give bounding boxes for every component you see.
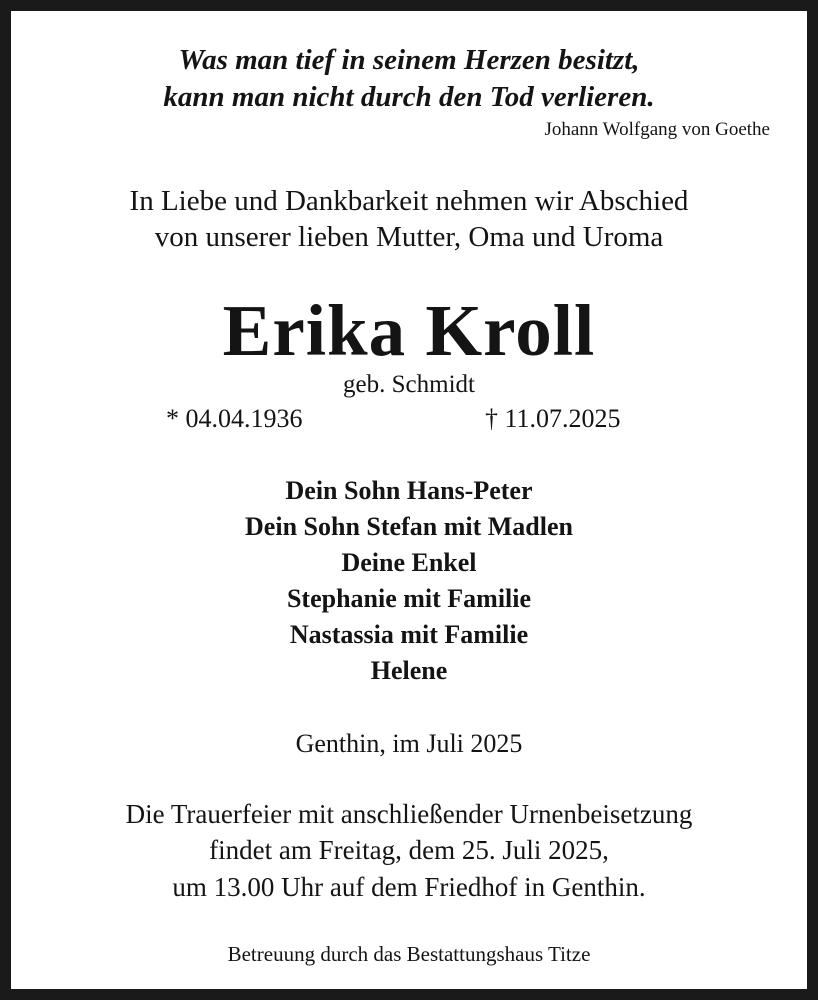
intro-line-2: von unserer lieben Mutter, Oma und Uroma	[154, 221, 664, 253]
deceased-name: Erika Kroll	[222, 290, 596, 371]
mourner-line: Stephanie mit Familie	[286, 584, 532, 613]
quote-line-2: kann man nicht durch den Tod verlieren.	[163, 81, 655, 113]
service-line-3: um 13.00 Uhr auf dem Friedhof in Genthin.	[172, 872, 646, 902]
mourner-line: Helene	[370, 656, 448, 685]
mourner-line: Deine Enkel	[341, 548, 477, 577]
place-and-date: Genthin, im Juli 2025	[295, 729, 523, 758]
mourner-line: Nastassia mit Familie	[289, 620, 529, 649]
quote-author: Johann Wolfgang von Goethe	[544, 119, 770, 140]
intro-line-1: In Liebe und Dankbarkeit nehmen wir Abschied	[129, 185, 689, 217]
service-line-1: Die Trauerfeier mit anschließender Urnenbeisetzung	[125, 799, 693, 829]
birth-date: * 04.04.1936	[166, 404, 303, 433]
death-date: † 11.07.2025	[485, 404, 621, 433]
quote-line-1: Was man tief in seinem Herzen besitzt,	[178, 44, 640, 76]
service-line-2: findet am Freitag, dem 25. Juli 2025,	[209, 835, 609, 865]
mourner-line: Dein Sohn Stefan mit Madlen	[245, 512, 573, 541]
mourner-line: Dein Sohn Hans-Peter	[285, 476, 533, 505]
funeral-home-credit: Betreuung durch das Bestattungshaus Titze	[227, 942, 591, 966]
birth-name: geb. Schmidt	[343, 371, 475, 398]
